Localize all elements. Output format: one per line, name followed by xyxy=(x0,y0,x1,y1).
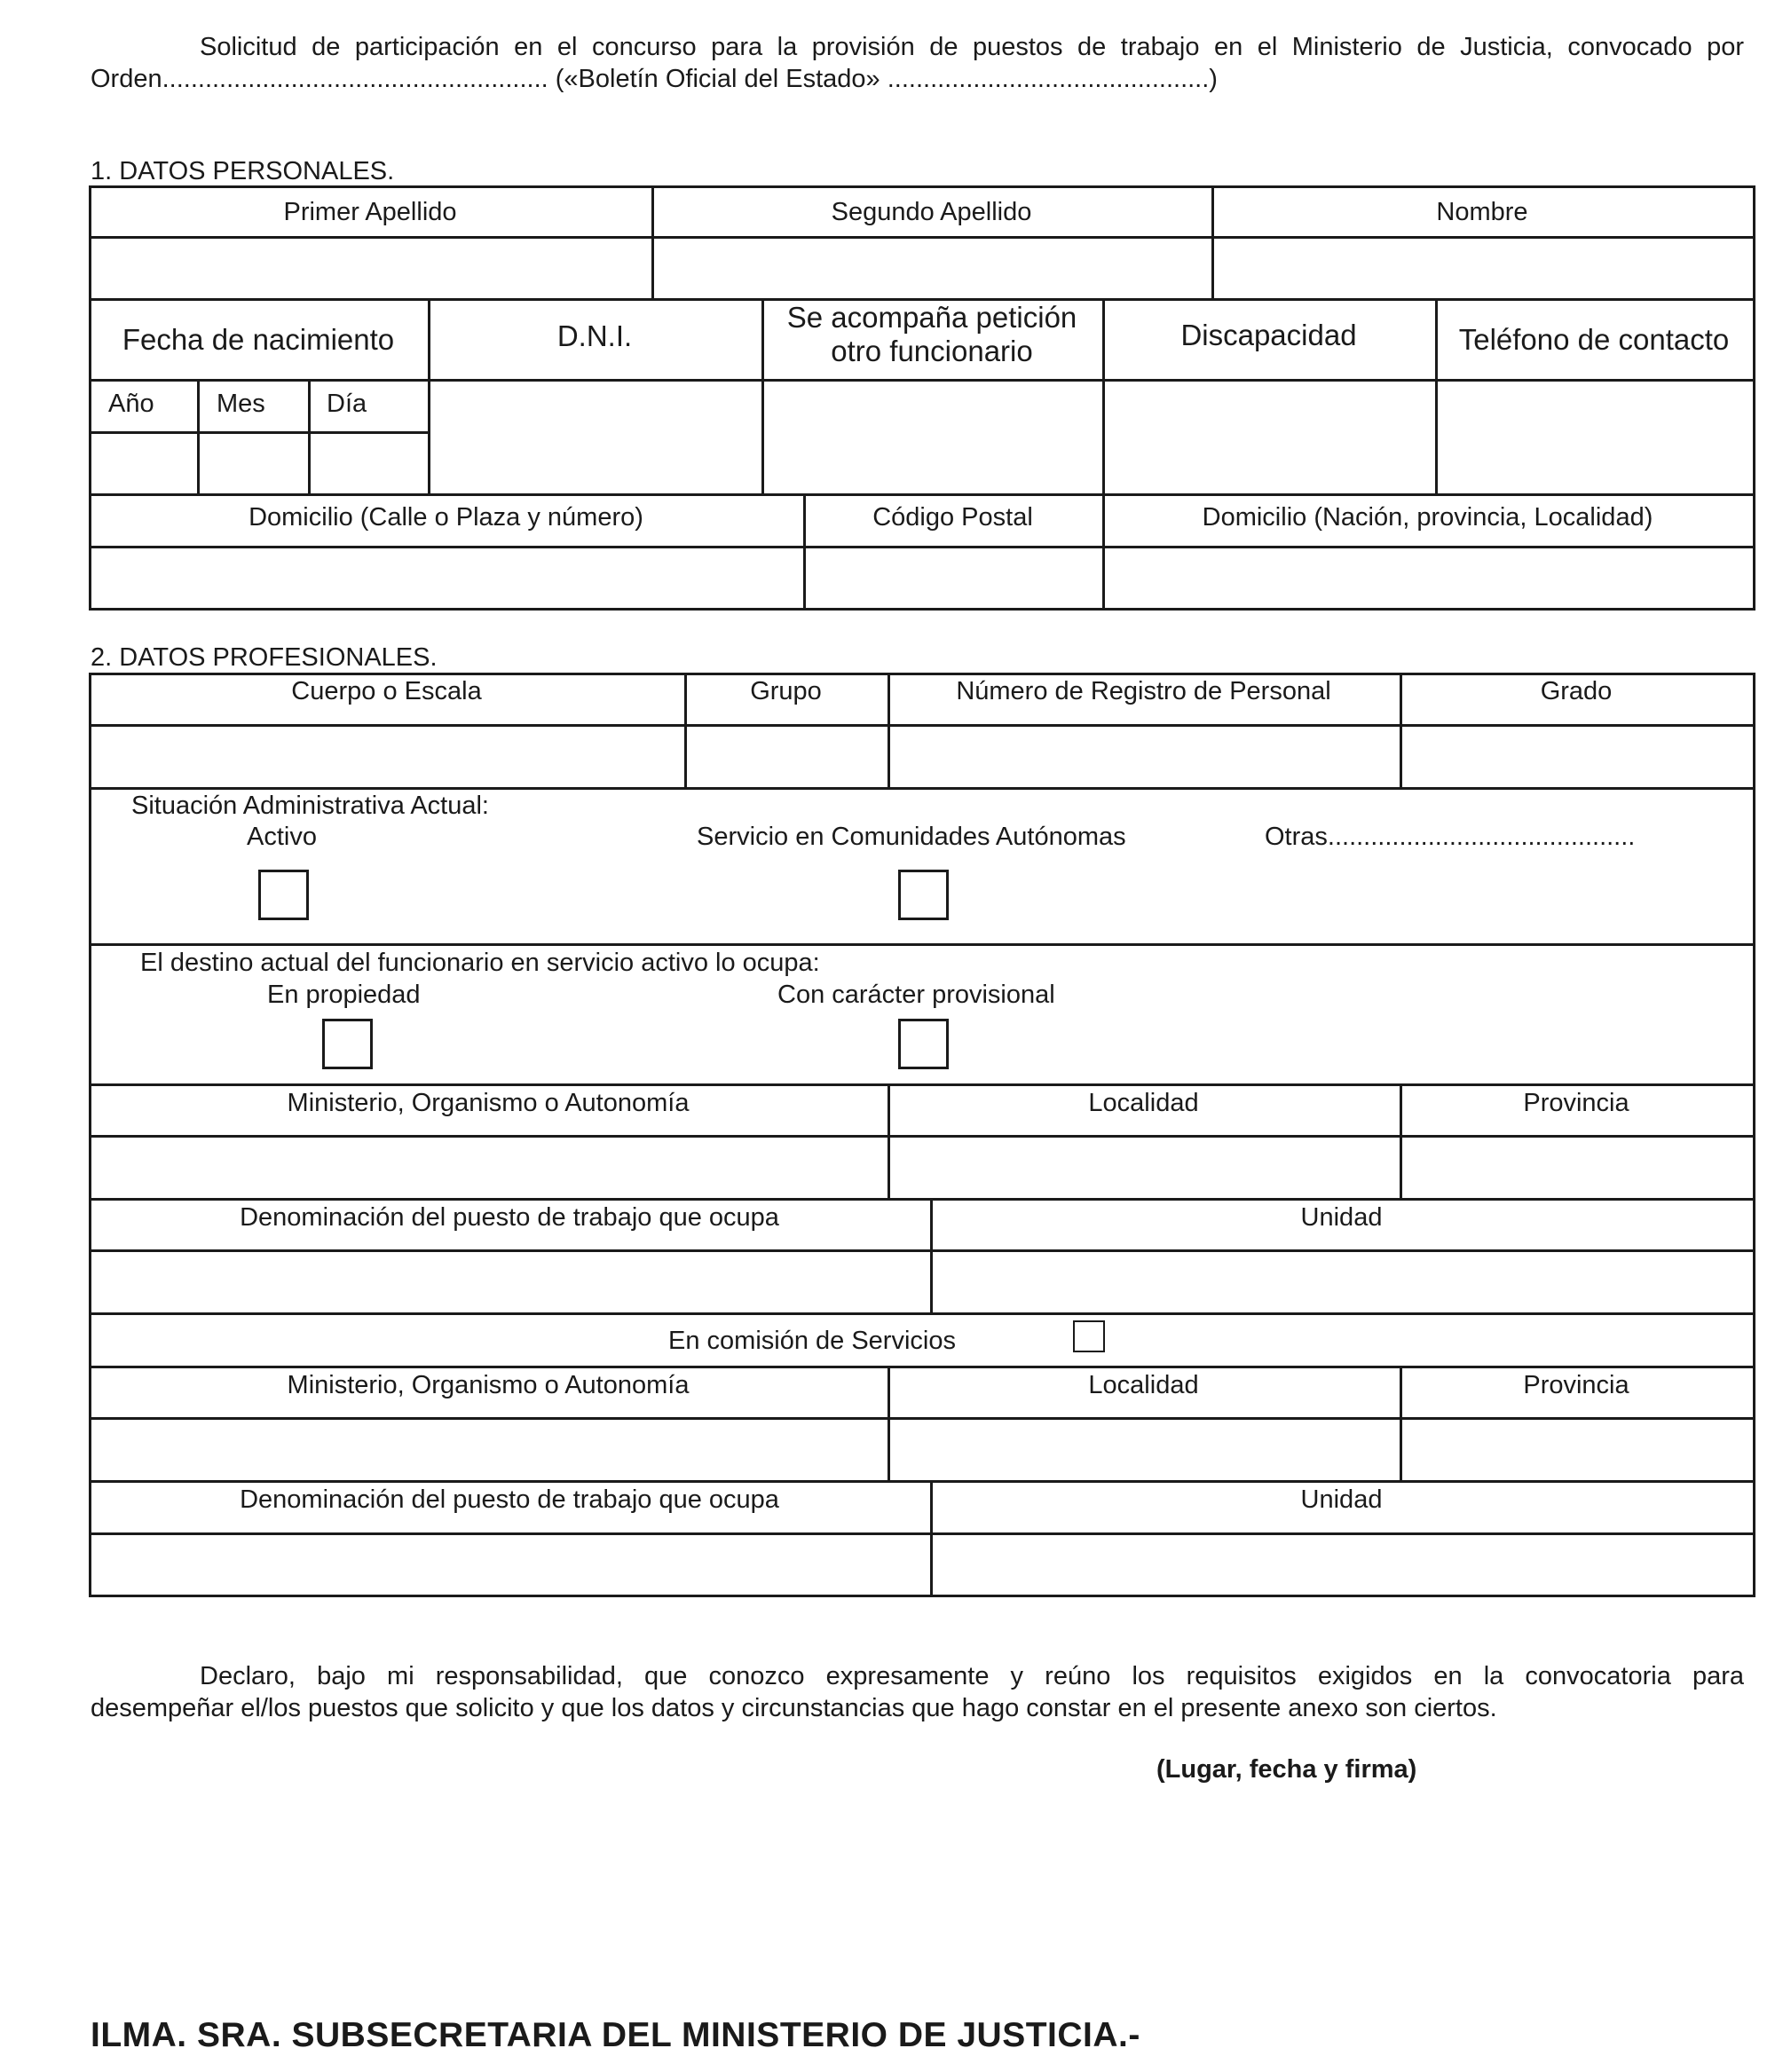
label-dni: D.N.I. xyxy=(556,319,633,352)
label-provincia-2: Provincia xyxy=(1523,1371,1629,1399)
label-grado: Grado xyxy=(1540,677,1613,705)
provincia-2-field[interactable] xyxy=(1402,1420,1753,1480)
label-situacion: Situación Administrativa Actual: xyxy=(131,792,489,820)
label-unidad-2: Unidad xyxy=(1300,1485,1383,1514)
label-dia: Día xyxy=(327,390,367,418)
discapacidad-field[interactable] xyxy=(1105,382,1435,493)
label-localidad-2: Localidad xyxy=(1088,1371,1199,1399)
label-codigo-postal: Código Postal xyxy=(872,503,1033,532)
denominacion-field[interactable] xyxy=(91,1252,930,1312)
label-denominacion-2: Denominación del puesto de trabajo que ocupa xyxy=(240,1485,779,1514)
label-telefono: Teléfono de contacto xyxy=(1458,323,1730,356)
cuerpo-field[interactable] xyxy=(91,727,684,787)
grado-field[interactable] xyxy=(1402,727,1753,787)
declaration-line-2: desempeñar el/los puestos que solicito y que los datos y circunstancias que hago constar en el presente anexo son ciertos. xyxy=(91,1694,1497,1722)
label-ministerio: Ministerio, Organismo o Autonomía xyxy=(287,1089,690,1117)
codigo-postal-field[interactable] xyxy=(806,548,1102,608)
section-1-title: 1. DATOS PERSONALES. xyxy=(91,157,395,185)
label-domicilio-calle: Domicilio (Calle o Plaza y número) xyxy=(248,503,643,532)
primer-apellido-field[interactable] xyxy=(91,239,651,298)
mes-field[interactable] xyxy=(200,434,308,493)
label-servicio-ccaa: Servicio en Comunidades Autónomas xyxy=(697,823,1126,851)
label-provincia: Provincia xyxy=(1523,1089,1629,1117)
header-line-1: Solicitud de participación en el concurso para la provisión de puestos de trabajo en el Ministerio de Justicia, convocado por xyxy=(200,33,1744,61)
section-2-title: 2. DATOS PROFESIONALES. xyxy=(91,643,438,672)
label-ministerio-2: Ministerio, Organismo o Autonomía xyxy=(287,1371,690,1399)
domicilio-nacion-field[interactable] xyxy=(1105,548,1753,608)
dia-field[interactable] xyxy=(311,434,428,493)
telefono-field[interactable] xyxy=(1438,382,1753,493)
label-fecha-nacimiento: Fecha de nacimiento xyxy=(122,323,395,356)
activo-checkbox[interactable] xyxy=(258,870,309,920)
servicio-ccaa-checkbox[interactable] xyxy=(898,870,949,920)
label-primer-apellido: Primer Apellido xyxy=(283,198,457,226)
label-comision: En comisión de Servicios xyxy=(668,1327,956,1355)
header-line-2: Orden...................................................... («Boletín Oficial del Estado» .............................................) xyxy=(91,65,1218,93)
unidad-2-field[interactable] xyxy=(933,1535,1753,1595)
label-anio: Año xyxy=(108,390,154,418)
provincia-field[interactable] xyxy=(1402,1138,1753,1198)
dni-field[interactable] xyxy=(430,382,761,493)
denominacion-2-field[interactable] xyxy=(91,1535,930,1595)
label-en-propiedad: En propiedad xyxy=(267,981,421,1009)
label-segundo-apellido: Segundo Apellido xyxy=(831,198,1032,226)
segundo-apellido-field[interactable] xyxy=(654,239,1211,298)
label-peticion-line-2: otro funcionario xyxy=(831,335,1033,367)
localidad-field[interactable] xyxy=(890,1138,1400,1198)
label-peticion-line-1: Se acompaña petición xyxy=(786,301,1077,334)
provisional-checkbox[interactable] xyxy=(898,1019,949,1069)
label-nrp: Número de Registro de Personal xyxy=(956,677,1331,705)
label-denominacion: Denominación del puesto de trabajo que ocupa xyxy=(240,1203,779,1232)
comision-checkbox[interactable] xyxy=(1073,1320,1105,1352)
grupo-field[interactable] xyxy=(687,727,888,787)
label-activo: Activo xyxy=(247,823,317,851)
signature-label: (Lugar, fecha y firma) xyxy=(1156,1755,1417,1784)
unidad-field[interactable] xyxy=(933,1252,1753,1312)
label-provisional: Con carácter provisional xyxy=(777,981,1055,1009)
label-nombre: Nombre xyxy=(1436,198,1528,226)
nombre-field[interactable] xyxy=(1214,239,1753,298)
domicilio-calle-field[interactable] xyxy=(91,548,803,608)
label-otras: Otras........................................... xyxy=(1265,823,1636,851)
label-discapacidad: Discapacidad xyxy=(1180,319,1357,351)
label-localidad: Localidad xyxy=(1088,1089,1199,1117)
declaration-line-1: Declaro, bajo mi responsabilidad, que conozco expresamente y reúno los requisitos exigidos en la convocatoria para xyxy=(200,1662,1744,1690)
peticion-field[interactable] xyxy=(764,382,1102,493)
addressee: ILMA. SRA. SUBSECRETARIA DEL MINISTERIO DE JUSTICIA.- xyxy=(91,2016,1140,2054)
label-destino: El destino actual del funcionario en servicio activo lo ocupa: xyxy=(140,949,820,977)
nrp-field[interactable] xyxy=(890,727,1400,787)
localidad-2-field[interactable] xyxy=(890,1420,1400,1480)
anio-field[interactable] xyxy=(91,434,197,493)
label-cuerpo: Cuerpo o Escala xyxy=(291,677,482,705)
en-propiedad-checkbox[interactable] xyxy=(322,1019,373,1069)
ministerio-field[interactable] xyxy=(91,1138,888,1198)
ministerio-2-field[interactable] xyxy=(91,1420,888,1480)
label-domicilio-nacion: Domicilio (Nación, provincia, Localidad) xyxy=(1202,503,1653,532)
label-mes: Mes xyxy=(217,390,265,418)
label-unidad: Unidad xyxy=(1300,1203,1383,1232)
label-grupo: Grupo xyxy=(750,677,822,705)
